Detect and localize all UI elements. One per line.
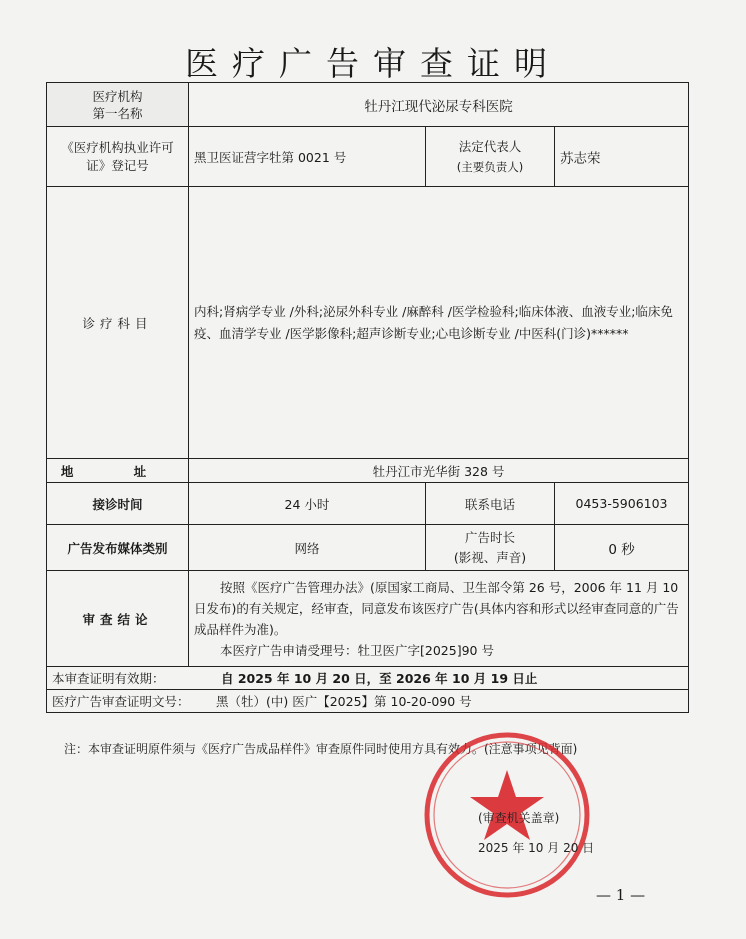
conclusion-label: 审查结论 <box>47 571 189 667</box>
phone-value: 0453-5906103 <box>555 483 689 525</box>
address-label: 地 址 <box>47 459 189 483</box>
legal-representative-name: 苏志荣 <box>555 127 689 187</box>
validity-label: 本审查证明有效期： <box>52 671 165 686</box>
legal-representative-title: 法定代表人 <box>458 138 522 154</box>
duration-label <box>426 525 555 571</box>
institution-name: 牡丹江现代泌尿专科医院 <box>189 83 689 127</box>
seal-text <box>478 803 594 863</box>
departments-text: 内科;肾病学专业 /外科;泌尿外科专业 /麻醉科 /医学检验科;临床体液、血液专业;临床免疫、血清学专业 /医学影像科;超声诊断专业;心电诊断专业 /中医科(门诊)****** <box>189 187 689 459</box>
duration-value: 0 秒 <box>555 525 689 571</box>
row-validity <box>47 667 689 690</box>
duration-title: 广告时长 <box>464 529 515 545</box>
row-conclusion <box>47 571 689 667</box>
row-institution-name <box>47 83 689 127</box>
license-label: 《医疗机构执业许可证》登记号 <box>47 127 189 187</box>
row-media <box>47 525 689 571</box>
doc-number-label: 医疗广告审查证明文号： <box>52 694 190 709</box>
hours-value: 24 小时 <box>189 483 426 525</box>
legal-representative-label <box>426 127 555 187</box>
media-value: 网络 <box>189 525 426 571</box>
validity-value: 自 2025 年 10 月 20 日，至 2026 年 10 月 19 日止 <box>220 671 538 686</box>
validity-cell <box>47 667 689 690</box>
legal-representative-subtitle: (主要负责人) <box>456 159 524 174</box>
row-hours <box>47 483 689 525</box>
hours-label: 接诊时间 <box>47 483 189 525</box>
acceptance-number: 本医疗广告申请受理号：牡卫医广字[2025]90 号 <box>220 642 494 658</box>
certificate-form-table <box>46 82 689 713</box>
row-address <box>47 459 689 483</box>
address-value: 牡丹江市光华街 328 号 <box>189 459 689 483</box>
seal-caption: (审查机关盖章) <box>478 811 560 825</box>
document-title: 医疗广告审查证明 <box>185 44 561 83</box>
row-license <box>47 127 689 187</box>
conclusion-text: 按照《医疗广告管理办法》(原国家工商局、卫生部令第 26 号，2006 年 11 月 10 日发布)的有关规定，经审查，同意发布该医疗广告(具体内容和形式以经审查同意的广告成品样件为准)。 <box>194 579 679 637</box>
doc-number-value: 黑（牡）(中) 医广【2025】第 10-20-090 号 <box>215 694 472 709</box>
page-number: — 1 — <box>596 886 646 904</box>
footnote: 注：本审查证明原件须与《医疗广告成品样件》审查原件同时使用方具有效力。(注意事项见背面) <box>64 742 578 756</box>
license-number: 黑卫医证营字牡第 0021 号 <box>189 127 426 187</box>
doc-number-cell <box>47 690 689 713</box>
row-departments <box>47 187 689 459</box>
institution-name-label: 医疗机构 第一名称 <box>47 83 189 127</box>
duration-subtitle: (影视、声音) <box>453 549 527 565</box>
seal-date: 2025 年 10 月 20 日 <box>478 841 595 855</box>
phone-label: 联系电话 <box>426 483 555 525</box>
departments-label: 诊疗科目 <box>47 187 189 459</box>
row-doc-number <box>47 690 689 713</box>
media-label: 广告发布媒体类别 <box>47 525 189 571</box>
conclusion-cell <box>189 571 689 667</box>
